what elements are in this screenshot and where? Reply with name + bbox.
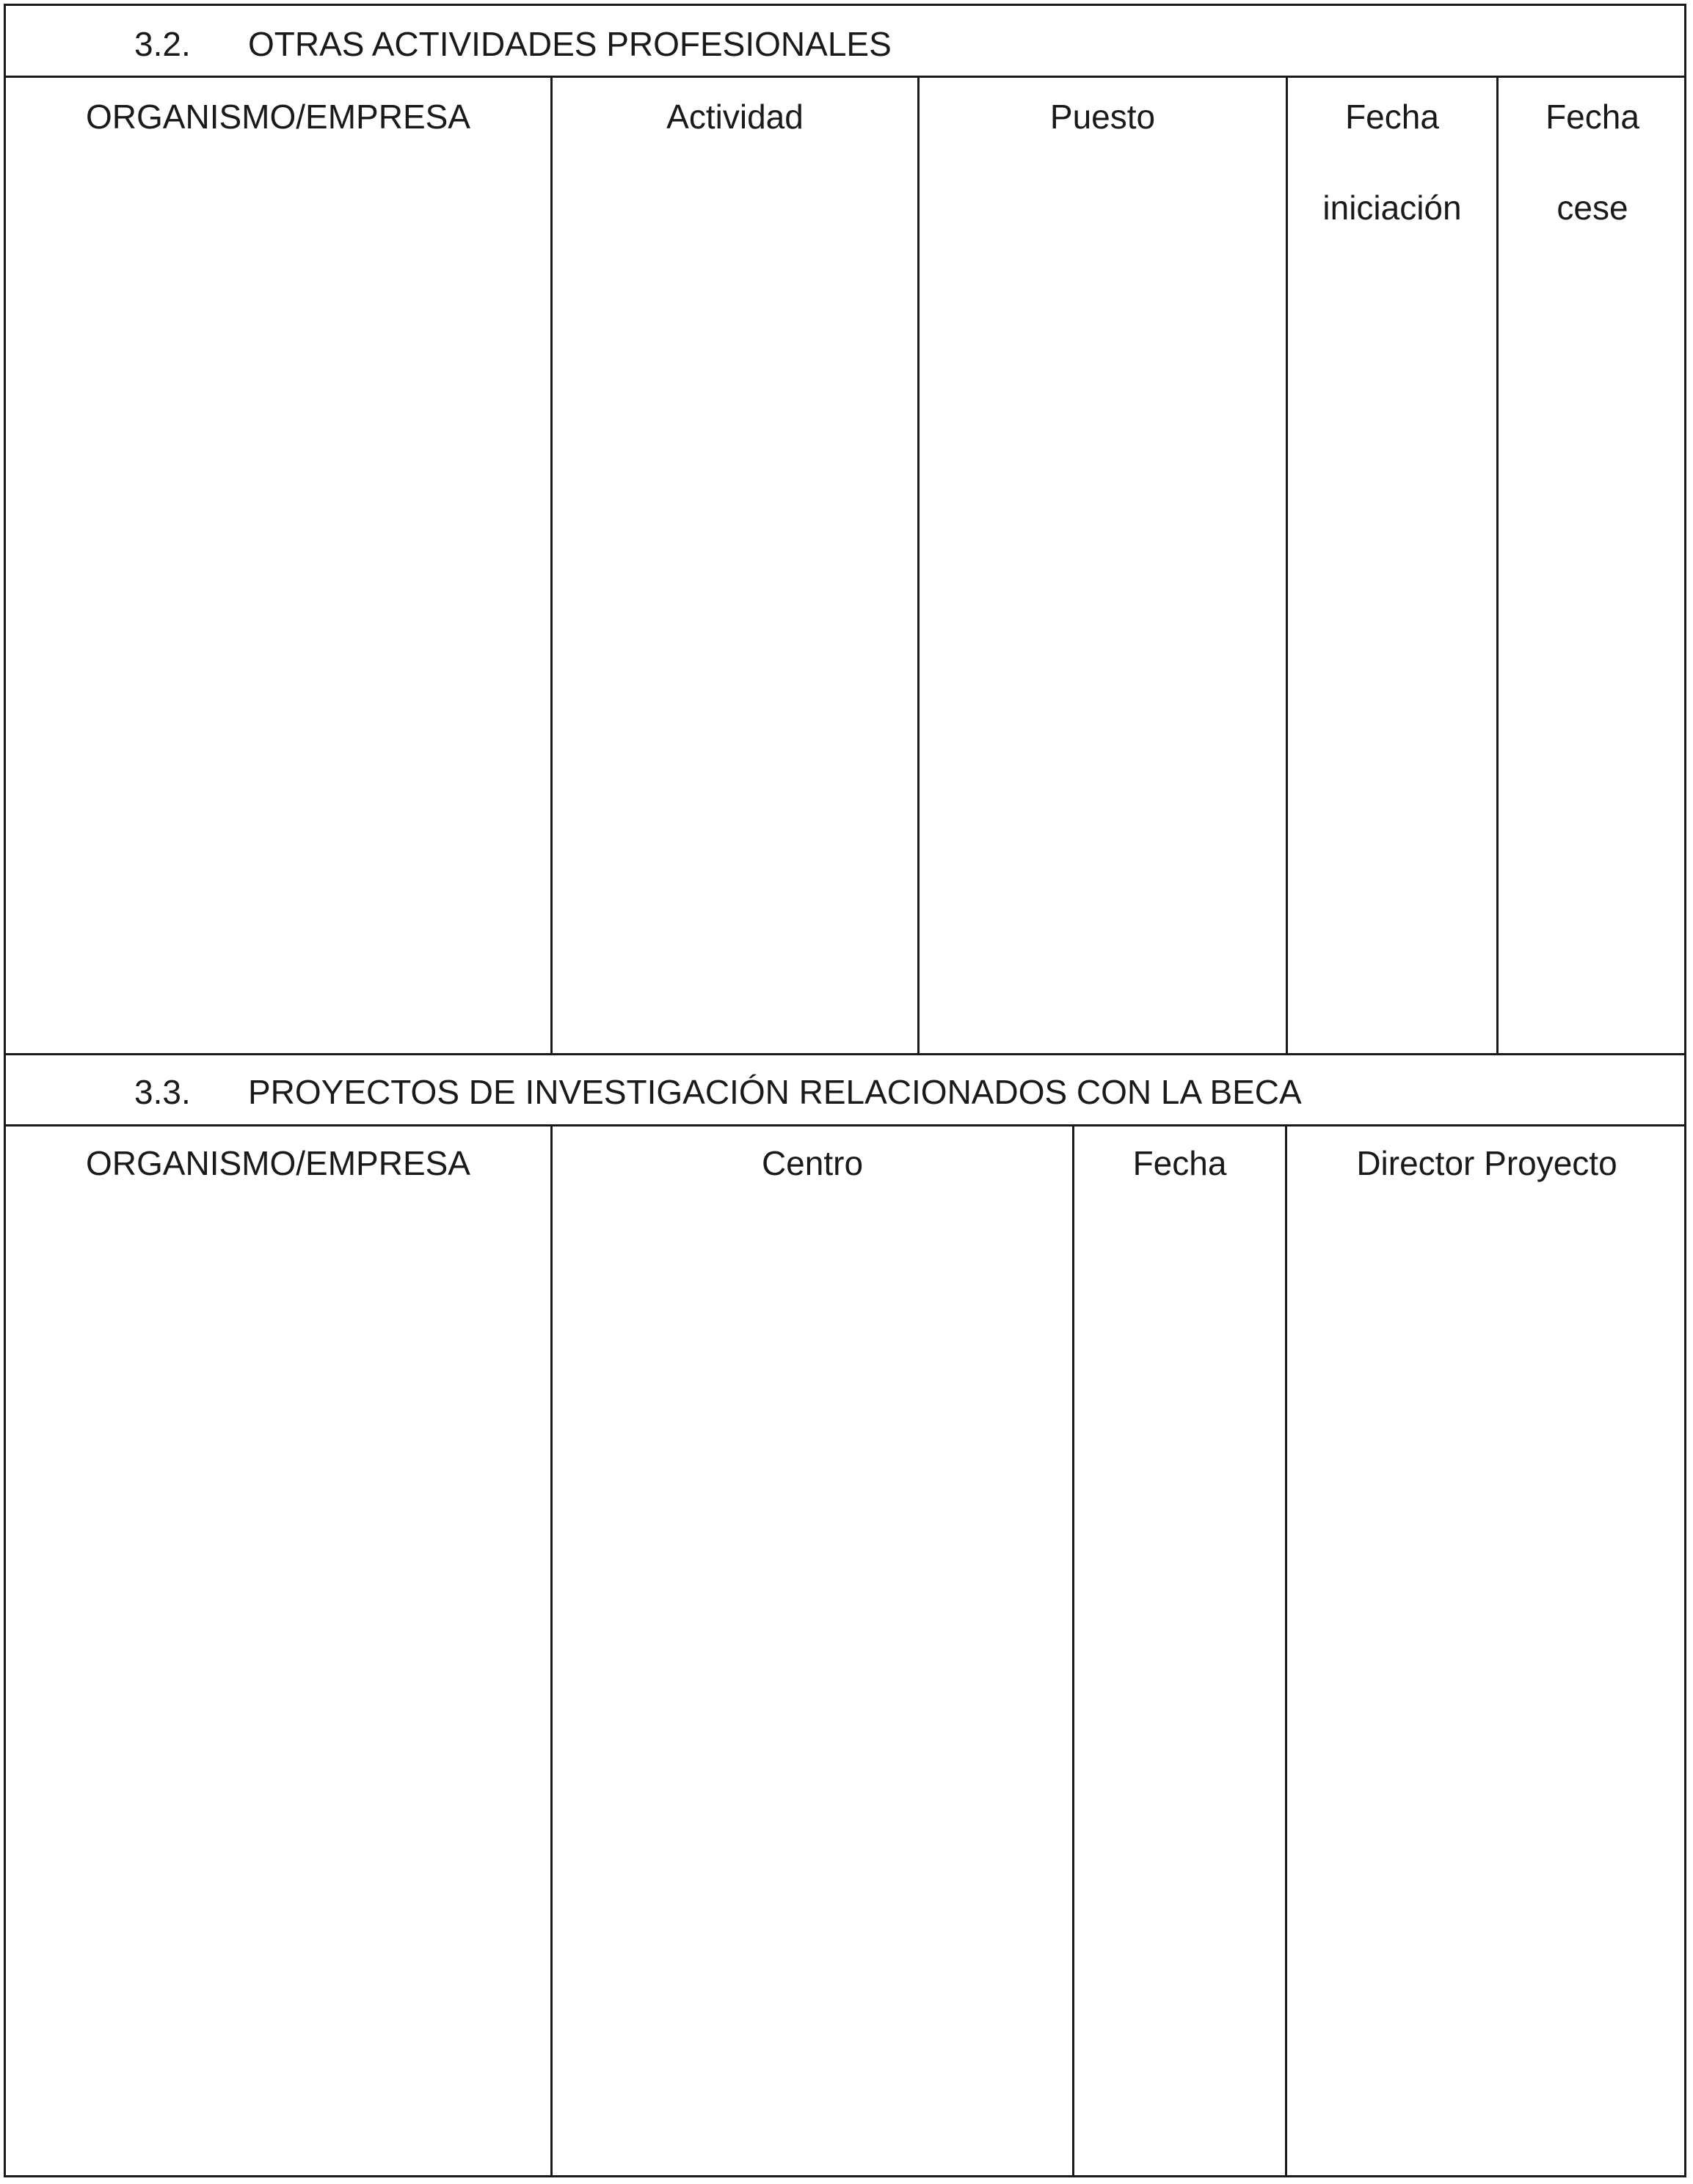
s32-cell-puesto[interactable]: [920, 153, 1286, 1054]
s33-cell-centro[interactable]: [553, 1202, 1072, 2175]
s32-header-fecha-cese-line2: cese: [1557, 189, 1628, 227]
s33-header-fecha: Fecha: [1132, 1144, 1227, 1182]
section-3-3-number: 3.3.: [134, 1073, 191, 1111]
s33-cell-organismo[interactable]: [6, 1202, 550, 2175]
s32-header-fecha-iniciacion-line2: iniciación: [1322, 189, 1462, 227]
s32-cell-organismo[interactable]: [6, 153, 550, 1054]
s33-header-organismo: ORGANISMO/EMPRESA: [86, 1144, 470, 1182]
s32-cell-actividad[interactable]: [553, 153, 917, 1054]
s32-header-puesto: Puesto: [1049, 98, 1156, 136]
s32-cell-fecha-iniciacion[interactable]: [1288, 241, 1496, 1054]
s33-header-centro: Centro: [761, 1144, 864, 1182]
s32-header-actividad: Actividad: [666, 98, 804, 136]
section-3-3-title: PROYECTOS DE INVESTIGACIÓN RELACIONADOS CON LA BECA: [248, 1073, 1302, 1111]
s32-cell-fecha-cese[interactable]: [1499, 241, 1686, 1054]
s33-cell-fecha[interactable]: [1074, 1202, 1285, 2175]
s33-cell-director[interactable]: [1287, 1202, 1686, 2175]
section-3-3-header: [6, 1053, 1684, 1126]
s33-header-director: Director Proyecto: [1356, 1144, 1617, 1182]
s32-header-fecha-iniciacion-line1: Fecha: [1345, 98, 1439, 136]
form-sheet: [4, 4, 1686, 2177]
section-3-2-title: OTRAS ACTIVIDADES PROFESIONALES: [248, 25, 892, 63]
section-3-2-number: 3.2.: [134, 25, 191, 63]
s32-header-organismo: ORGANISMO/EMPRESA: [86, 98, 470, 136]
section-3-2-header: [6, 6, 1684, 78]
s32-header-fecha-cese-line1: Fecha: [1545, 98, 1639, 136]
